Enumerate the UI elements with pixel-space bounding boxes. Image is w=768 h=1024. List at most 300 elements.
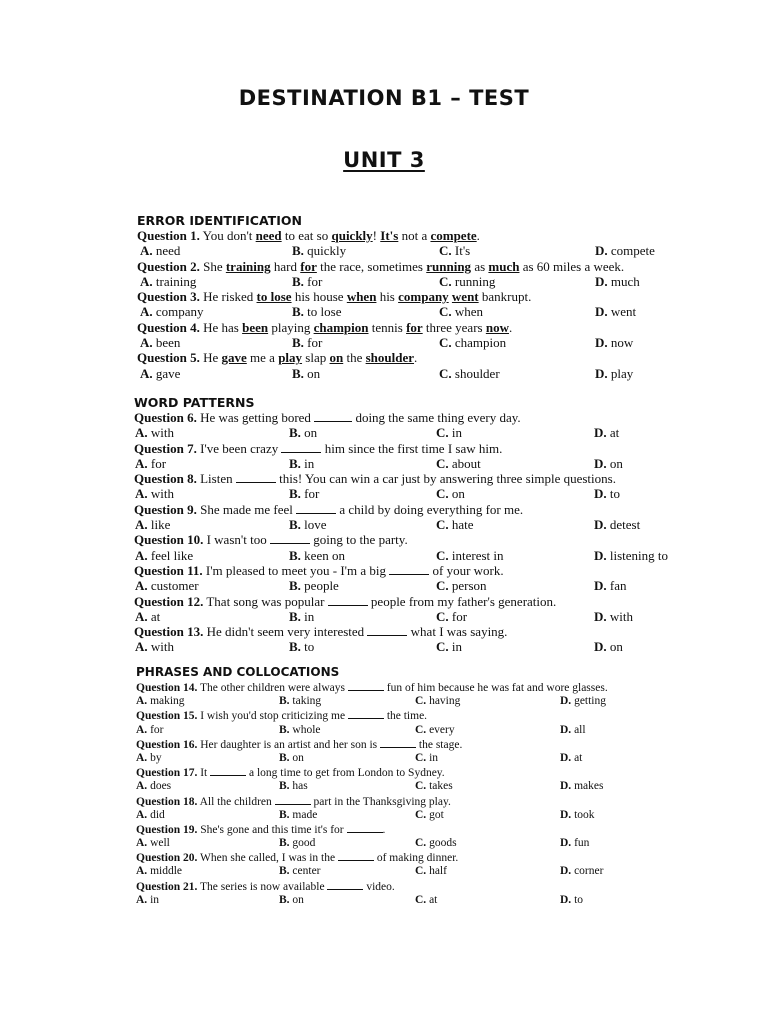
- question-fragment: a long time to get from London to Sydney.: [246, 767, 445, 780]
- option-text: like: [150, 517, 171, 533]
- question-fragment: this! You can win a car just by answering three simple questions.: [275, 471, 616, 487]
- option-letter: C.: [436, 486, 449, 502]
- question-fragment: a child by doing everything for me.: [336, 501, 524, 517]
- option-letter: A.: [136, 723, 148, 736]
- option-text: on: [292, 893, 304, 906]
- option-letter: B.: [289, 547, 301, 563]
- option-b[interactable]: [292, 274, 322, 289]
- question-label: Question 10.: [134, 532, 204, 548]
- question-label: Question 11.: [134, 562, 203, 578]
- option-letter: D.: [594, 517, 607, 533]
- option-d[interactable]: [595, 366, 633, 381]
- underlined-word: for: [406, 319, 423, 335]
- option-d[interactable]: [594, 425, 619, 440]
- option-b[interactable]: [279, 808, 317, 822]
- question-label: Question 1.: [137, 228, 200, 243]
- option-text: listening to: [609, 547, 669, 563]
- answer-blank: [389, 564, 429, 575]
- question-text: [134, 502, 694, 517]
- question-text: [137, 289, 697, 304]
- option-text: people: [304, 578, 339, 594]
- question-text: [136, 737, 706, 751]
- question-fragment: She made me feel: [196, 501, 297, 517]
- option-letter: D.: [595, 365, 608, 381]
- option-d[interactable]: [594, 578, 627, 593]
- answer-options: [134, 548, 694, 563]
- option-c[interactable]: [436, 425, 462, 440]
- option-d[interactable]: [594, 609, 633, 624]
- option-letter: C.: [436, 578, 449, 594]
- question-fragment: He: [199, 350, 222, 366]
- option-text: about: [451, 455, 481, 471]
- option-letter: D.: [594, 486, 607, 502]
- option-text: on: [609, 455, 623, 471]
- option-text: love: [304, 517, 327, 533]
- option-c[interactable]: [436, 486, 465, 501]
- question-fragment: going to the party.: [309, 532, 408, 548]
- option-a[interactable]: [135, 548, 193, 563]
- option-letter: C.: [415, 808, 427, 821]
- question-label: Question 8.: [134, 471, 197, 487]
- section-error-identification: [137, 213, 697, 381]
- answer-blank: [348, 680, 384, 691]
- option-letter: C.: [439, 335, 452, 351]
- option-text: running: [454, 273, 496, 289]
- question-fragment: to eat so: [281, 228, 332, 243]
- option-text: for: [307, 273, 323, 289]
- option-text: takes: [429, 780, 453, 793]
- answer-options: [137, 274, 697, 289]
- option-letter: D.: [560, 808, 572, 821]
- option-text: whole: [292, 723, 321, 736]
- option-letter: D.: [594, 455, 607, 471]
- question-fragment: not a: [398, 228, 431, 243]
- answer-options: [136, 779, 706, 793]
- option-a[interactable]: [136, 836, 170, 850]
- answer-blank: [380, 737, 416, 748]
- question-fragment: the: [343, 350, 366, 366]
- option-text: has: [292, 780, 308, 793]
- question-fragment: bankrupt.: [478, 289, 532, 305]
- question-fragment: The other children were always: [197, 682, 348, 694]
- option-text: middle: [150, 865, 183, 878]
- question-fragment: .: [476, 228, 480, 243]
- option-text: hate: [451, 517, 474, 533]
- question-label: Question 2.: [137, 258, 200, 274]
- option-letter: C.: [439, 304, 452, 320]
- answer-options: [137, 366, 697, 381]
- option-letter: C.: [415, 893, 427, 906]
- question-fragment: .: [382, 823, 386, 836]
- option-letter: A.: [136, 893, 148, 906]
- option-b[interactable]: [289, 578, 339, 593]
- option-text: in: [451, 425, 463, 441]
- option-text: at: [574, 751, 583, 764]
- option-letter: A.: [135, 425, 148, 441]
- option-d[interactable]: [594, 548, 668, 563]
- section-heading: WORD PATTERNS: [134, 395, 255, 410]
- question-fragment: what I was saying.: [407, 624, 508, 640]
- question-label: Question 3.: [137, 289, 200, 305]
- option-letter: A.: [140, 365, 153, 381]
- option-b[interactable]: [279, 893, 304, 907]
- answer-blank: [328, 595, 368, 606]
- question-text: [137, 320, 697, 335]
- option-text: on: [292, 751, 304, 764]
- question-fragment: He has: [199, 319, 243, 335]
- option-b[interactable]: [292, 335, 322, 350]
- option-letter: B.: [292, 335, 304, 351]
- option-a[interactable]: [135, 609, 160, 624]
- option-d[interactable]: [560, 836, 589, 850]
- option-letter: A.: [135, 639, 148, 655]
- underlined-word: on: [329, 350, 344, 366]
- option-text: to: [304, 639, 315, 655]
- option-letter: A.: [136, 751, 148, 764]
- question-fragment: part in the Thanksgiving play.: [310, 795, 451, 808]
- question-fragment: I wish you'd stop criticizing me: [197, 710, 348, 723]
- option-letter: A.: [135, 455, 148, 471]
- answer-options: [136, 836, 706, 850]
- option-text: for: [307, 335, 323, 351]
- answer-options: [134, 639, 694, 654]
- option-text: with: [150, 486, 175, 502]
- option-letter: A.: [135, 547, 148, 563]
- option-text: makes: [574, 780, 604, 793]
- question-fragment: hard: [270, 258, 301, 274]
- underlined-word: went: [451, 289, 479, 305]
- question-fragment: three years: [422, 319, 486, 335]
- option-c[interactable]: [415, 723, 455, 737]
- page-title: DESTINATION B1 – TEST: [238, 86, 530, 110]
- option-letter: B.: [279, 837, 290, 850]
- question-fragment: When she called, I was in the: [197, 852, 338, 865]
- question-label: Question 6.: [134, 410, 197, 425]
- option-letter: D.: [595, 243, 608, 259]
- option-a[interactable]: [135, 486, 174, 501]
- option-c[interactable]: [436, 456, 481, 471]
- option-a[interactable]: [140, 274, 196, 289]
- answer-blank: [367, 625, 407, 636]
- option-text: on: [307, 365, 321, 381]
- option-d[interactable]: [595, 304, 636, 319]
- option-letter: A.: [140, 335, 153, 351]
- answer-options: [136, 694, 706, 708]
- option-a[interactable]: [136, 723, 163, 737]
- option-a[interactable]: [136, 779, 171, 793]
- option-d[interactable]: [595, 335, 633, 350]
- option-text: center: [292, 865, 321, 878]
- answer-blank: [210, 765, 246, 776]
- section-heading: PHRASES AND COLLOCATIONS: [136, 665, 340, 679]
- option-b[interactable]: [279, 694, 321, 708]
- option-b[interactable]: [279, 723, 321, 737]
- option-text: made: [292, 808, 318, 821]
- option-letter: C.: [439, 243, 452, 259]
- underlined-word: need: [255, 228, 282, 243]
- option-text: fun: [574, 837, 590, 850]
- option-letter: D.: [560, 751, 572, 764]
- question-fragment: He risked: [199, 289, 257, 305]
- option-c[interactable]: [415, 808, 444, 822]
- option-text: training: [155, 273, 197, 289]
- option-c[interactable]: [439, 366, 500, 381]
- option-text: play: [610, 365, 634, 381]
- option-text: compete: [610, 243, 655, 259]
- question-text: [137, 259, 697, 274]
- option-a[interactable]: [135, 425, 174, 440]
- question-label: Question 19.: [136, 823, 198, 836]
- option-a[interactable]: [135, 517, 170, 532]
- option-letter: A.: [136, 695, 148, 708]
- option-letter: B.: [279, 723, 290, 736]
- option-text: having: [429, 695, 461, 708]
- underlined-word: company: [398, 289, 449, 305]
- question-fragment: his: [376, 289, 399, 305]
- option-letter: C.: [415, 723, 427, 736]
- option-letter: A.: [136, 780, 148, 793]
- option-d[interactable]: [594, 639, 623, 654]
- question-label: Question 20.: [136, 852, 198, 865]
- answer-options: [136, 893, 706, 907]
- question-fragment: as 60 miles a week.: [519, 258, 625, 274]
- option-b[interactable]: [292, 243, 346, 258]
- underlined-word: play: [278, 350, 303, 366]
- answer-blank: [281, 442, 321, 453]
- option-text: need: [155, 243, 181, 259]
- option-c[interactable]: [436, 578, 487, 593]
- option-letter: C.: [415, 780, 427, 793]
- question-label: Question 7.: [134, 440, 197, 456]
- option-text: interest in: [451, 547, 504, 563]
- option-letter: B.: [289, 639, 301, 655]
- question-text: [134, 410, 694, 425]
- option-letter: D.: [594, 425, 607, 441]
- underlined-word: been: [242, 319, 269, 335]
- option-b[interactable]: [289, 517, 327, 532]
- option-c[interactable]: [436, 548, 504, 563]
- option-b[interactable]: [289, 456, 314, 471]
- underlined-word: compete: [430, 228, 477, 243]
- question-fragment: He didn't seem very interested: [203, 624, 368, 640]
- option-d[interactable]: [560, 864, 603, 878]
- option-text: for: [304, 486, 320, 502]
- option-d[interactable]: [560, 723, 586, 737]
- option-b[interactable]: [292, 366, 320, 381]
- answer-options: [134, 425, 694, 440]
- option-letter: D.: [594, 547, 607, 563]
- option-a[interactable]: [140, 366, 180, 381]
- option-text: quickly: [307, 243, 347, 259]
- option-text: fan: [609, 578, 627, 594]
- option-letter: C.: [415, 865, 427, 878]
- option-d[interactable]: [560, 694, 606, 708]
- option-letter: C.: [436, 608, 449, 624]
- option-text: in: [304, 455, 315, 471]
- option-text: on: [304, 425, 318, 441]
- option-text: much: [610, 273, 640, 289]
- answer-blank: [348, 708, 384, 719]
- option-letter: A.: [136, 865, 148, 878]
- option-d[interactable]: [560, 779, 603, 793]
- answer-blank: [275, 794, 311, 805]
- question-fragment: She's gone and this time it's for: [197, 823, 347, 836]
- option-text: corner: [574, 865, 604, 878]
- option-letter: B.: [289, 425, 301, 441]
- option-text: with: [609, 608, 634, 624]
- option-b[interactable]: [279, 779, 308, 793]
- option-a[interactable]: [136, 694, 185, 708]
- option-b[interactable]: [289, 548, 345, 563]
- option-c[interactable]: [439, 274, 495, 289]
- option-d[interactable]: [560, 893, 583, 907]
- option-c[interactable]: [439, 335, 506, 350]
- question-fragment: She: [199, 258, 226, 274]
- option-text: to lose: [307, 304, 342, 320]
- option-letter: B.: [292, 273, 304, 289]
- option-letter: C.: [415, 837, 427, 850]
- question-fragment: tennis: [368, 319, 407, 335]
- option-a[interactable]: [136, 893, 159, 907]
- option-letter: D.: [595, 304, 608, 320]
- option-d[interactable]: [560, 751, 582, 765]
- option-c[interactable]: [439, 304, 483, 319]
- option-letter: C.: [436, 517, 449, 533]
- option-letter: B.: [292, 304, 304, 320]
- option-c[interactable]: [415, 836, 457, 850]
- option-c[interactable]: [436, 517, 474, 532]
- option-text: now: [610, 335, 634, 351]
- answer-options: [136, 751, 706, 765]
- option-b[interactable]: [289, 425, 317, 440]
- option-d[interactable]: [594, 486, 620, 501]
- option-b[interactable]: [289, 486, 319, 501]
- option-a[interactable]: [136, 864, 182, 878]
- option-letter: D.: [560, 695, 572, 708]
- question-fragment: He was getting bored: [196, 410, 315, 425]
- question-fragment: the stage.: [416, 738, 463, 751]
- option-a[interactable]: [135, 578, 199, 593]
- option-b[interactable]: [289, 639, 314, 654]
- option-letter: D.: [560, 893, 572, 906]
- option-letter: A.: [140, 243, 153, 259]
- question-label: Question 21.: [136, 880, 198, 893]
- question-text: [134, 441, 694, 456]
- option-d[interactable]: [595, 274, 640, 289]
- question-text: [136, 879, 706, 893]
- question-fragment: I'm pleased to meet you - I'm a big: [202, 562, 390, 578]
- option-d[interactable]: [594, 517, 640, 532]
- option-letter: C.: [436, 547, 449, 563]
- underlined-word: training: [225, 258, 271, 274]
- option-c[interactable]: [415, 779, 453, 793]
- answer-blank: [270, 533, 310, 544]
- option-text: in: [451, 639, 463, 655]
- option-text: feel like: [150, 547, 194, 563]
- answer-options: [134, 517, 694, 532]
- option-d[interactable]: [594, 456, 623, 471]
- option-letter: C.: [436, 455, 449, 471]
- option-d[interactable]: [595, 243, 655, 258]
- question-fragment: of your work.: [429, 562, 504, 578]
- option-b[interactable]: [279, 751, 304, 765]
- option-letter: D.: [560, 837, 572, 850]
- option-letter: B.: [279, 695, 290, 708]
- option-text: to: [574, 893, 584, 906]
- option-a[interactable]: [140, 243, 180, 258]
- option-text: goods: [429, 837, 457, 850]
- option-b[interactable]: [279, 864, 321, 878]
- option-text: on: [451, 486, 465, 502]
- option-d[interactable]: [560, 808, 595, 822]
- option-letter: A.: [140, 273, 153, 289]
- question-fragment: .: [414, 350, 418, 366]
- option-letter: D.: [560, 723, 572, 736]
- option-c[interactable]: [415, 751, 438, 765]
- answer-blank: [314, 411, 352, 422]
- answer-blank: [236, 472, 276, 483]
- underlined-word: much: [488, 258, 520, 274]
- option-letter: B.: [292, 243, 304, 259]
- question-text: [134, 532, 694, 547]
- option-letter: D.: [560, 865, 572, 878]
- option-a[interactable]: [135, 639, 174, 654]
- option-letter: A.: [135, 608, 148, 624]
- option-text: been: [155, 335, 181, 351]
- option-text: got: [429, 808, 444, 821]
- underlined-word: quickly: [331, 228, 373, 243]
- option-text: took: [574, 808, 595, 821]
- option-text: person: [451, 578, 487, 594]
- option-a[interactable]: [136, 751, 162, 765]
- option-a[interactable]: [140, 304, 204, 319]
- question-label: Question 16.: [136, 738, 198, 751]
- option-c[interactable]: [415, 893, 437, 907]
- answer-options: [137, 304, 697, 319]
- option-letter: C.: [415, 751, 427, 764]
- option-text: went: [610, 304, 637, 320]
- option-a[interactable]: [140, 335, 180, 350]
- option-c[interactable]: [415, 864, 447, 878]
- option-b[interactable]: [292, 304, 341, 319]
- question-fragment: That song was popular: [203, 593, 328, 609]
- underlined-word: now: [485, 319, 509, 335]
- option-letter: B.: [289, 517, 301, 533]
- option-text: company: [155, 304, 204, 320]
- option-b[interactable]: [279, 836, 315, 850]
- option-letter: C.: [436, 425, 449, 441]
- option-text: in: [150, 893, 160, 906]
- option-c[interactable]: [436, 639, 462, 654]
- section-heading: ERROR IDENTIFICATION: [137, 213, 302, 228]
- option-text: at: [609, 425, 620, 441]
- option-letter: A.: [135, 517, 148, 533]
- option-a[interactable]: [135, 456, 166, 471]
- question-fragment: Her daughter is an artist and her son is: [197, 738, 381, 751]
- answer-options: [136, 864, 706, 878]
- option-b[interactable]: [289, 609, 314, 624]
- option-c[interactable]: [439, 243, 470, 258]
- option-text: on: [609, 639, 623, 655]
- option-c[interactable]: [436, 609, 467, 624]
- answer-options: [134, 578, 694, 593]
- option-a[interactable]: [136, 808, 165, 822]
- option-c[interactable]: [415, 694, 460, 708]
- answer-options: [134, 486, 694, 501]
- option-text: with: [150, 425, 175, 441]
- question-fragment: I've been crazy: [196, 440, 282, 456]
- option-text: good: [292, 837, 316, 850]
